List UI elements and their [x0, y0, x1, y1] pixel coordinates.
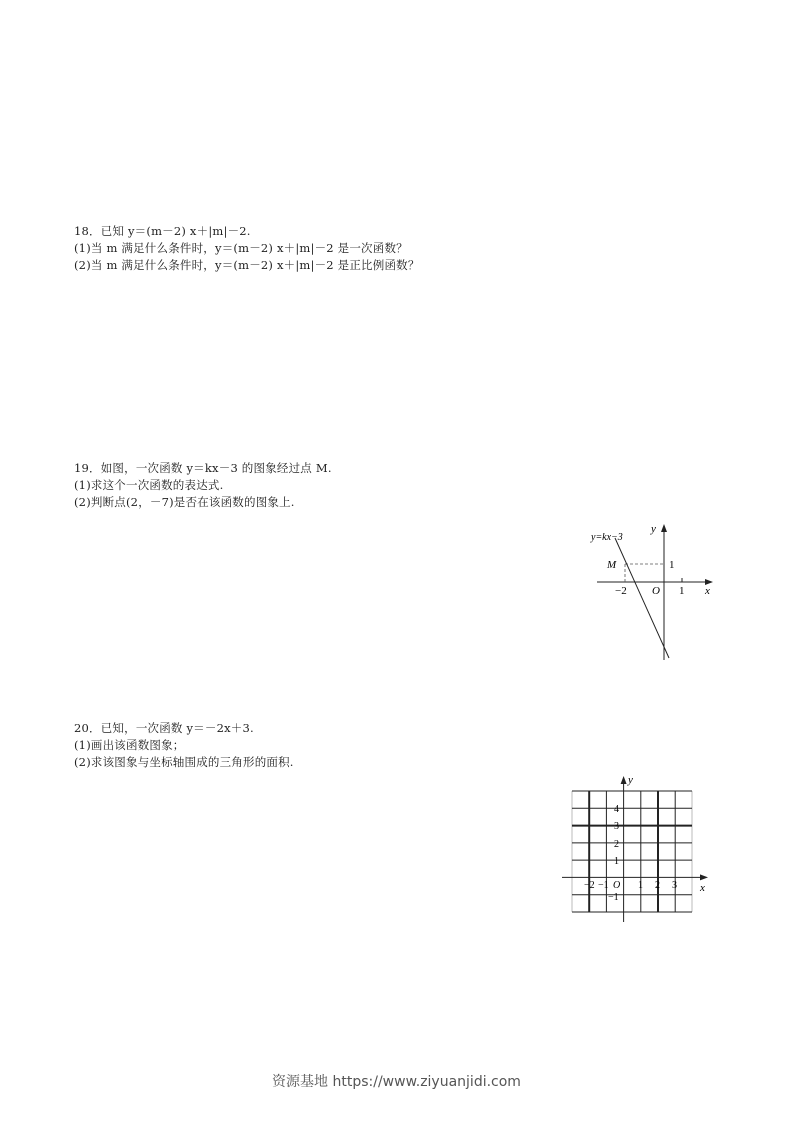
figure-20-origin: O [613, 880, 621, 891]
question-20-part-2: (2)求该图象与坐标轴围成的三角形的面积. [74, 755, 294, 769]
figure-20-y-tick-2: 2 [614, 839, 619, 850]
question-19-stem: 19．如图，一次函数 y＝kx－3 的图象经过点 M. [74, 461, 332, 475]
figure-20-y-axis-label: y [628, 774, 633, 786]
question-20-stem: 20．已知，一次函数 y＝－2x＋3. [74, 721, 254, 735]
figure-19-y-tick-1: 1 [669, 559, 675, 571]
figure-20-x-tick-1: 1 [638, 880, 643, 891]
figure-20-x-tick-2: 2 [655, 880, 660, 891]
question-19-part-1: (1)求这个一次函数的表达式. [74, 478, 224, 492]
figure-20-grid [560, 770, 720, 930]
footer-watermark: 资源基地 https://www.ziyuanjidi.com [272, 1074, 521, 1090]
question-18-stem: 18．已知 y＝(m－2) x＋|m|－2. [74, 224, 251, 238]
figure-19-y-axis-label: y [651, 523, 656, 535]
figure-20-x-tick-neg1: −1 [598, 880, 609, 891]
figure-20-x-tick-neg2: −2 [584, 880, 595, 891]
figure-19-point-m: M [607, 559, 617, 571]
figure-19-x-tick-1: 1 [679, 585, 685, 597]
figure-20-y-tick-1: 1 [614, 856, 619, 867]
figure-20-y-tick-4: 4 [614, 804, 619, 815]
figure-19-origin: O [652, 585, 660, 597]
question-18-part-2: (2)当 m 满足什么条件时，y＝(m－2) x＋|m|－2 是正比例函数？ [74, 258, 420, 272]
question-20-part-1: (1)画出该函数图象； [74, 738, 185, 752]
figure-19-x-tick-neg2: −2 [615, 585, 627, 597]
figure-19-graph [585, 518, 720, 663]
figure-19-x-axis-label: x [705, 585, 710, 597]
question-19-part-2: (2)判断点(2，－7)是否在该函数的图象上. [74, 495, 295, 509]
figure-20-x-axis-label: x [700, 882, 705, 894]
figure-19-line-label: y=kx−3 [591, 532, 623, 543]
question-18-part-1: (1)当 m 满足什么条件时，y＝(m－2) x＋|m|－2 是一次函数？ [74, 241, 408, 255]
figure-20-x-tick-3: 3 [672, 880, 677, 891]
figure-20-y-tick-neg1: −1 [608, 892, 619, 903]
figure-20-y-tick-3: 3 [614, 821, 619, 832]
